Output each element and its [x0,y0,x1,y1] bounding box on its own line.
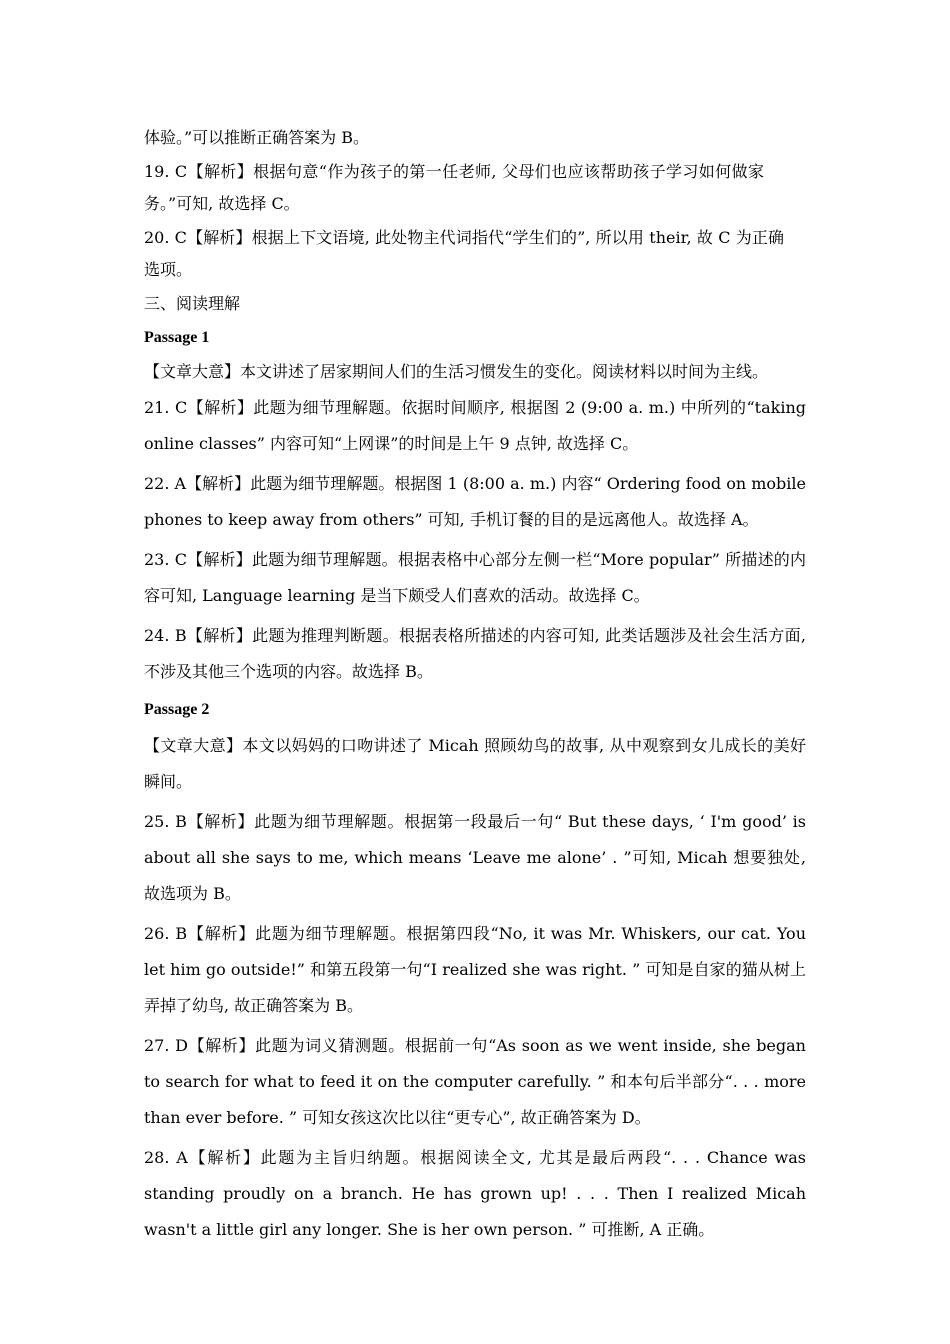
document-page [144,122,806,1252]
answer-24: 24. B【解析】此题为推理判断题。根据表格所描述的内容可知, 此类话题涉及社会生活方面, 不涉及其他三个选项的内容。故选择 B。 [144,626,806,681]
answer-23: 23. C【解析】此题为细节理解题。根据表格中心部分左侧一栏“More popular” 所描述的内容可知, Language learning 是当下颇受人们喜欢的活动。故选择 C。 [144,550,806,605]
section-heading-reading: 三、阅读理解 [144,294,241,313]
answer-25: 25. B【解析】此题为细节理解题。根据第一段最后一句“ But these days, ‘ I'm good’ is about all she says to me, which means ‘Leave me alone’ . ”可知, Micah 想要独处, 故选项为 B。 [144,812,806,903]
answer-28: 28. A【解析】此题为主旨归纳题。根据阅读全文, 尤其是最后两段“. . . Chance was standing proudly on a branch. He has grown up! . . . Then I realized Micah wasn't a little girl any longer. She is her own person. ” 可推断, A 正确。 [144,1148,806,1239]
answer-20: 20. C【解析】根据上下文语境, 此处物主代词指代“学生们的”, 所以用 their, 故 C 为正确选项。 [144,228,784,279]
passage-2-heading: Passage 2 [144,701,210,718]
passage-1-heading: Passage 1 [144,329,210,346]
answer-22: 22. A【解析】此题为细节理解题。根据图 1 (8:00 a. m.) 内容“ Ordering food on mobile phones to keep away from others” 可知, 手机订餐的目的是远离他人。故选择 A。 [144,474,806,529]
passage-2-summary: 【文章大意】本文以妈妈的口吻讲述了 Micah 照顾幼鸟的故事, 从中观察到女儿成长的美好瞬间。 [144,736,806,791]
paragraph-intro: 体验。”可以推断正确答案为 B。 [144,128,370,147]
answer-21: 21. C【解析】此题为细节理解题。依据时间顺序, 根据图 2 (9:00 a. m.) 中所列的“taking online classes” 内容可知“上网课”的时间是上午 9 点钟, 故选择 C。 [144,398,806,453]
answer-27: 27. D【解析】此题为词义猜测题。根据前一句“As soon as we went inside, she began to search for what to feed it on the computer carefully. ” 和本句后半部分“. . . more than ever before. ” 可知女孩这次比以往“更专心”, 故正确答案为 D。 [144,1036,806,1127]
answer-19: 19. C【解析】根据句意“作为孩子的第一任老师, 父母们也应该帮助孩子学习如何做家务。”可知, 故选择 C。 [144,162,764,213]
answer-26: 26. B【解析】此题为细节理解题。根据第四段“No, it was Mr. Whiskers, our cat. You let him go outside!” 和第五段第一句“I realized she was right. ” 可知是自家的猫从树上弄掉了幼鸟, 故正确答案为 B。 [144,924,806,1015]
passage-1-summary: 【文章大意】本文讲述了居家期间人们的生活习惯发生的变化。阅读材料以时间为主线。 [144,362,769,381]
